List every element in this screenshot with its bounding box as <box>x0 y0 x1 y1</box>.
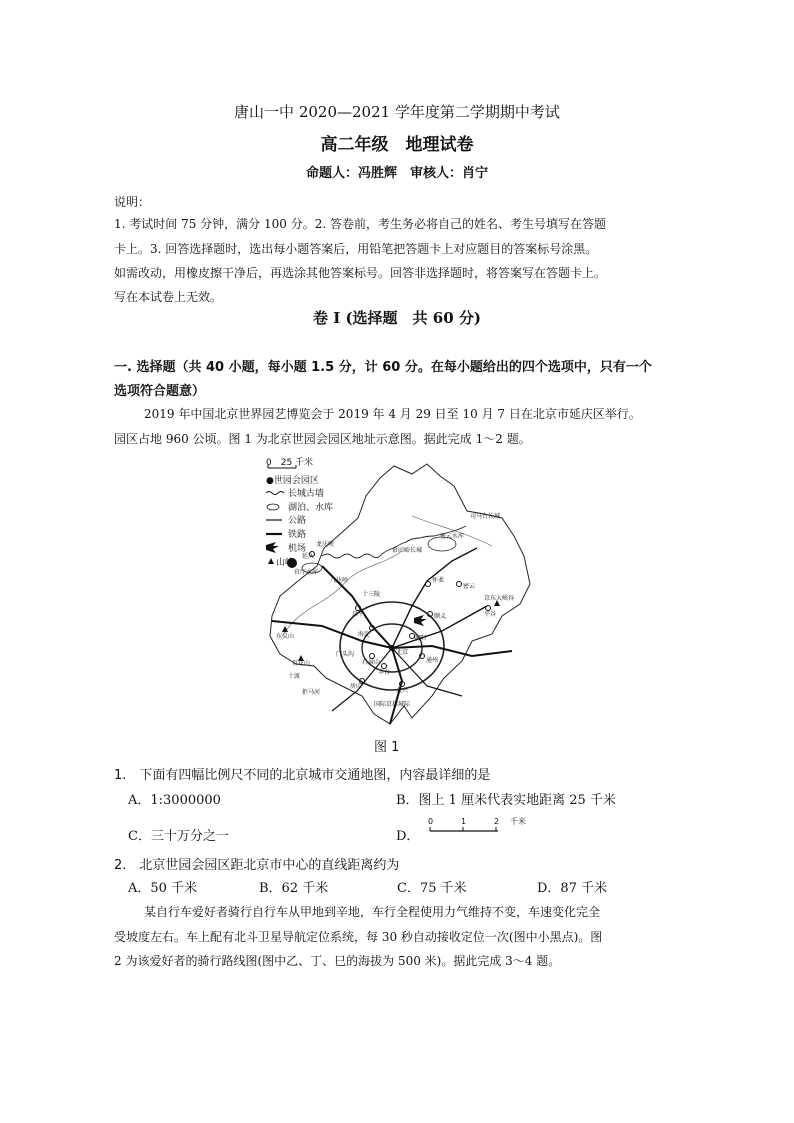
place-label: 官厅水库 <box>294 569 319 576</box>
place-label: 京东大峡谷 <box>484 595 515 602</box>
q1-scale-bar <box>428 815 538 837</box>
place-label: 东灵山 <box>276 633 295 640</box>
q2-option-d: D．87 千米 <box>537 881 608 896</box>
place-label: 大兴 <box>396 687 409 694</box>
legend-railway: 铁路 <box>288 530 307 540</box>
scale-tick-label: 2 <box>494 817 500 826</box>
scale-tick-label: 0 <box>428 817 434 826</box>
airport-icon <box>414 615 427 626</box>
authors-line: 命题人：冯胜辉 审核人：肖宁 <box>305 166 488 181</box>
passage1-line-1: 2019 年中国北京世界园艺博览会于 2019 年 4 月 29 日至 10 月 7 日在北京市延庆区举行。 <box>144 407 641 421</box>
section-instruction-1: 一. 选择题（共 40 小题，每小题 1.5 分，计 60 分。在每小题给出的四个选项中，只有一个 <box>114 360 652 375</box>
section-title: 卷 I (选择题 共 60 分) <box>313 309 481 327</box>
legend-airport: 机场 <box>288 544 307 554</box>
q1-option-d: D． <box>396 829 420 844</box>
notes-line-1: 1. 考试时间 75 分钟，满分 100 分。2. 答卷前，考生务必将自己的姓名、考生号填写在答题 <box>114 217 606 231</box>
place-label: 丰台 <box>378 669 391 676</box>
q2-option-a: A．50 千米 <box>128 881 198 896</box>
scale-unit: 千米 <box>510 817 526 826</box>
place-label: 十三陵 <box>362 591 381 598</box>
place-label: 怀柔 <box>432 577 445 584</box>
map-scale: 0 25 千米 <box>266 458 314 468</box>
q1-option-b: B．图上 1 厘米代表实地距离 25 千米 <box>396 793 616 808</box>
q1-option-a: A．1:3000000 <box>128 793 221 808</box>
place-label: 朝阳 <box>414 635 427 642</box>
map-place-labels <box>276 512 514 708</box>
section-instruction-2: 选项符合题意） <box>114 384 206 399</box>
place-label: 海淀 <box>358 631 371 638</box>
question-2-stem: 2. 北京世园会园区距北京市中心的直线距离约为 <box>114 858 400 873</box>
place-label: 通州 <box>426 657 439 664</box>
paper-subtitle: 高二年级 地理试卷 <box>320 135 474 155</box>
place-label: 密云水库 <box>440 533 465 540</box>
place-label: 北京 <box>396 649 409 656</box>
figure-caption: 图 1 <box>374 740 400 755</box>
place-label: 八达岭 <box>330 577 349 584</box>
notes-line-2: 卡上。3. 回答选择题时，选出每小题答案后，用铅笔把答题卡上对应题目的答案标号涂黑。 <box>114 242 598 256</box>
notes-line-4: 写在本试卷上无效。 <box>114 290 223 304</box>
beijing-map-figure <box>262 456 532 734</box>
exam-title: 唐山一中 2020—2021 学年度第二学期期中考试 <box>234 103 560 121</box>
question-1-stem: 1. 下面有四幅比例尺不同的北京城市交通地图，内容最详细的是 <box>114 768 491 783</box>
notes-heading: 说明： <box>114 195 151 209</box>
place-label: 平谷 <box>484 611 497 618</box>
legend-peak: 山峰 <box>276 558 295 568</box>
passage2-line-1: 某自行车爱好者骑行自行车从甲地到辛地，车行全程使用力气维持不变，车速变化完全 <box>144 905 601 919</box>
place-label: 门头沟 <box>336 651 355 658</box>
place-label: 昌平 <box>352 611 365 618</box>
place-label: 龙庆峡 <box>316 541 335 548</box>
legend-lake: 湖泊、水库 <box>288 503 334 513</box>
passage1-line-2: 园区占地 960 公顷。图 1 为北京世园会园区地址示意图。据此完成 1～2 题。 <box>114 432 531 446</box>
place-label: 延庆 <box>302 553 315 560</box>
q2-option-b: B．62 千米 <box>259 881 329 896</box>
legend-expo: ●世园会园区 <box>266 476 319 486</box>
place-label: 慕田峪长城 <box>392 547 423 554</box>
place-label: 国际京雄城际 <box>374 701 411 708</box>
legend-highway: 公路 <box>288 516 307 526</box>
place-label: 拒马河 <box>302 689 321 696</box>
place-label: 密云 <box>463 583 476 590</box>
notes-line-3: 如需改动，用橡皮擦干净后，再选涂其他答案标号。回答非选择题时，将答案写在答题卡上。 <box>114 266 607 280</box>
place-label: 百花山 <box>292 660 311 667</box>
place-label: 石景山 <box>362 659 381 666</box>
place-label: 十渡 <box>288 673 301 680</box>
place-label: 房山 <box>350 683 363 690</box>
passage2-line-2: 受坡度左右。车上配有北斗卫星导航定位系统，每 30 秒自动接收定位一次(图中小黑点)。图 <box>114 930 603 944</box>
q1-option-c: C．三十万分之一 <box>128 829 229 844</box>
place-label: 顺义 <box>434 613 447 620</box>
legend-great-wall: 长城古墙 <box>288 489 325 499</box>
scale-tick-label: 1 <box>461 817 467 826</box>
q2-option-c: C．75 千米 <box>397 881 467 896</box>
place-label: 司马台长城 <box>470 513 501 520</box>
passage2-line-3: 2 为该爱好者的骑行路线图(图中乙、丁、巳的海拔为 500 米)。据此完成 3～4 题。 <box>114 954 561 968</box>
